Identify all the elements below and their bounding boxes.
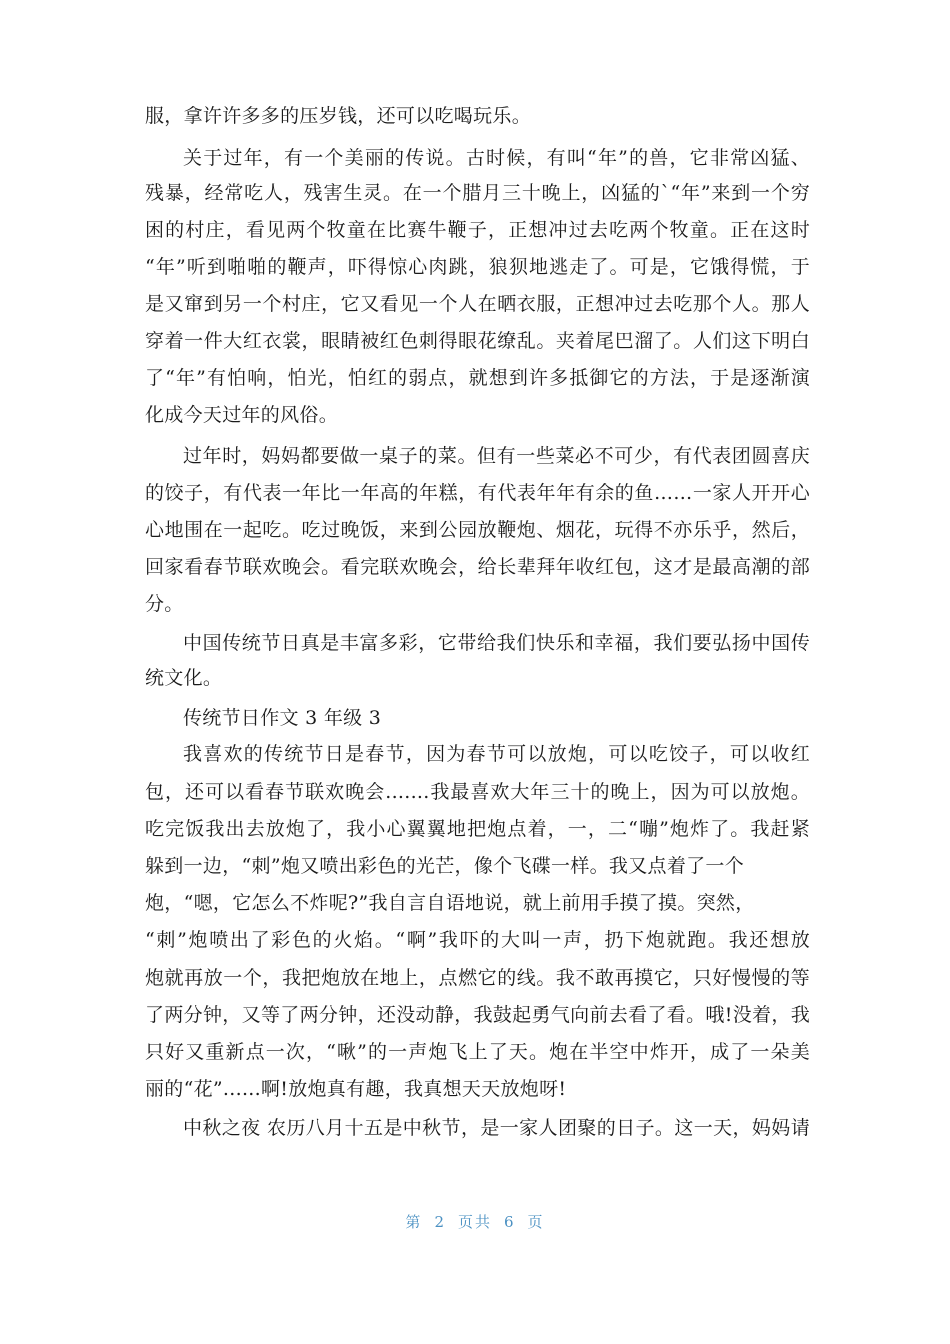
text-line: 分。 — [145, 593, 184, 615]
text-line: 只好又重新点一次，“啾”的一声炮飞上了天。炮在半空中炸开，成了一朵美 — [145, 1041, 810, 1063]
footer-label-ye: 页 — [527, 1213, 545, 1231]
footer-total-pages: 6 — [504, 1213, 516, 1231]
text-line: 的饺子，有代表一年比一年高的年糕，有代表年年有余的鱼……一家人开开心 — [145, 482, 810, 504]
text-line: 中国传统节日真是丰富多彩，它带给我们快乐和幸福，我们要弘扬中国传 — [183, 632, 810, 654]
text-line: 统文化。 — [145, 667, 223, 689]
text-line: 心地围在一起吃。吃过晚饭，来到公园放鞭炮、烟花，玩得不亦乐乎，然后， — [145, 519, 810, 541]
text-line: 了两分钟，又等了两分钟，还没动静，我鼓起勇气向前去看了看。哦!没着，我 — [145, 1004, 810, 1026]
footer-page-number: 2 — [434, 1213, 446, 1231]
text-line: 吃完饭我出去放炮了，我小心翼翼地把炮点着，一，二“嘣”炮炸了。我赶紧 — [145, 818, 810, 840]
text-line: 丽的“花”......啊!放炮真有趣，我真想天天放炮呀! — [145, 1078, 567, 1100]
text-line: 困的村庄，看见两个牧童在比赛牛鞭子，正想冲过去吃两个牧童。正在这时 — [145, 219, 810, 241]
text-line: 炮就再放一个，我把炮放在地上，点燃它的线。我不敢再摸它，只好慢慢的等 — [145, 967, 810, 989]
section-heading: 传统节日作文 3 年级 3 — [183, 707, 382, 729]
text-line: 化成今天过年的风俗。 — [145, 404, 339, 426]
text-line: 是又窜到另一个村庄，它又看见一个人在晒衣服，正想冲过去吃那个人。那人 — [145, 293, 810, 315]
text-line: 残暴，经常吃人，残害生灵。在一个腊月三十晚上，凶猛的`“年”来到一个穷 — [145, 182, 810, 204]
text-line: 穿着一件大红衣裳，眼睛被红色刺得眼花缭乱。夹着尾巴溜了。人们这下明白 — [145, 330, 810, 352]
text-line: 关于过年，有一个美丽的传说。古时候，有叫“年”的兽，它非常凶猛、 — [183, 147, 810, 169]
text-line: 包，还可以看春节联欢晚会.......我最喜欢大年三十的晚上，因为可以放炮。 — [145, 781, 810, 803]
text-line: 回家看春节联欢晚会。看完联欢晚会，给长辈拜年收红包，这才是最高潮的部 — [145, 556, 810, 578]
text-line: “刺”炮喷出了彩色的火焰。“啊”我吓的大叫一声，扔下炮就跑。我还想放 — [145, 929, 810, 951]
text-line: 中秋之夜 农历八月十五是中秋节，是一家人团聚的日子。这一天，妈妈请 — [183, 1117, 810, 1139]
footer-label-ye-gong: 页共 — [457, 1213, 492, 1231]
text-line: 我喜欢的传统节日是春节，因为春节可以放炮，可以吃饺子，可以收红 — [183, 743, 810, 765]
text-line: 了“年”有怕响，怕光，怕红的弱点，就想到许多抵御它的方法，于是逐渐演 — [145, 367, 810, 389]
footer-label-di: 第 — [405, 1213, 423, 1231]
page-footer — [0, 1211, 950, 1232]
text-line: 过年时，妈妈都要做一桌子的菜。但有一些菜必不可少，有代表团圆喜庆 — [183, 445, 810, 467]
text-line: 躲到一边，“刺”炮又喷出彩色的光芒，像个飞碟一样。我又点着了一个 — [145, 855, 745, 877]
text-line: 炮，“嗯，它怎么不炸呢?”我自言自语地说，就上前用手摸了摸。突然， — [145, 892, 755, 914]
text-line: “年”听到啪啪的鞭声，吓得惊心肉跳，狼狈地逃走了。可是，它饿得慌，于 — [145, 256, 810, 278]
text-line: 服，拿许许多多的压岁钱，还可以吃喝玩乐。 — [145, 105, 532, 127]
